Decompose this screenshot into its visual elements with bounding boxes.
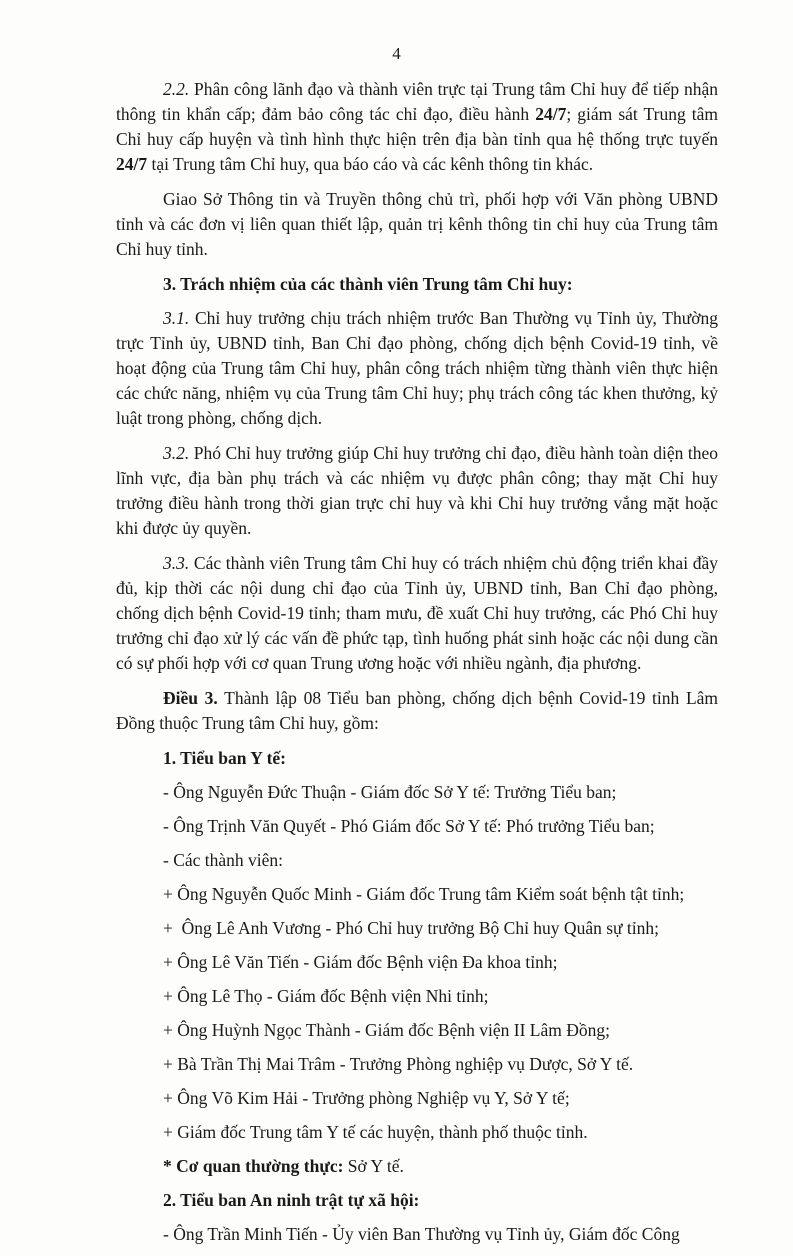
paragraph-number: 2.2.	[163, 79, 190, 99]
paragraph-assignment: Giao Sở Thông tin và Truyền thông chủ trì, phối hợp với Văn phòng UBND tỉnh và các đơn vị liên quan thiết lập, quản trị kênh thông tin chỉ huy của Trung tâm Chỉ huy tỉnh.	[116, 189, 718, 259]
standing-agency-label: * Cơ quan thường thực:	[163, 1156, 344, 1176]
member-line: - Ông Trần Minh Tiến - Ủy viên Ban Thường vụ Tỉnh ủy, Giám đốc Công	[163, 1224, 680, 1244]
standing-agency	[116, 1154, 718, 1179]
paragraph-text: tại Trung tâm Chỉ huy, qua báo cáo và các kênh thông tin khác.	[147, 154, 594, 174]
member-line: + Bà Trần Thị Mai Trâm - Trưởng Phòng nghiệp vụ Dược, Sở Y tế.	[163, 1054, 634, 1074]
paragraph-3-2	[116, 441, 718, 541]
member-line: - Ông Nguyễn Đức Thuận - Giám đốc Sở Y tế: Trưởng Tiểu ban;	[163, 782, 617, 802]
member-line: + Giám đốc Trung tâm Y tế các huyện, thành phố thuộc tỉnh.	[163, 1122, 588, 1142]
paragraph-text: Phó Chỉ huy trưởng giúp Chỉ huy trưởng chỉ đạo, điều hành toàn diện theo lĩnh vực, địa bàn phụ trách và các nhiệm vụ được phân công; thay mặt Chỉ huy trưởng điều hành trong thời gian trực chỉ huy và khi Chỉ huy trưởng vắng mặt hoặc khi được ủy quyền.	[116, 443, 718, 538]
page-number: 4	[392, 44, 401, 63]
paragraph-text: Các thành viên Trung tâm Chỉ huy có trách nhiệm chủ động triển khai đầy đủ, kịp thời các nội dung chỉ đạo của Tỉnh ủy, UBND tỉnh, Ban Chỉ đạo phòng, chống dịch bệnh Covid-19 tỉnh; tham mưu, đề xuất Chỉ huy trưởng, các Phó Chỉ huy trưởng chỉ đạo xử lý các vấn đề phức tạp, tình huống phát sinh hoặc các nội dung cần có sự phối hợp với cơ quan Trung ương hoặc với nhiều ngành, địa phương.	[116, 553, 718, 673]
member-line: + Ông Lê Văn Tiến - Giám đốc Bệnh viện Đa khoa tỉnh;	[163, 952, 558, 972]
paragraph-text: Chỉ huy trưởng chịu trách nhiệm trước Ban Thường vụ Tỉnh ủy, Thường trực Tỉnh ủy, UBND tỉnh, Ban Chỉ đạo phòng, chống dịch bệnh Covid-19 tỉnh, về hoạt động của Trung tâm Chỉ huy, phân công trách nhiệm từng thành viên thực hiện các chức năng, nhiệm vụ của Trung tâm Chỉ huy; phụ trách công tác khen thưởng, kỷ luật trong phòng, chống dịch.	[116, 308, 718, 428]
member-line: - Ông Trịnh Văn Quyết - Phó Giám đốc Sở Y tế: Phó trưởng Tiểu ban;	[163, 816, 655, 836]
member-line: + Ông Lê Anh Vương - Phó Chỉ huy trưởng Bộ Chỉ huy Quân sự tỉnh;	[163, 918, 659, 938]
document-body	[116, 77, 718, 1256]
member-line: + Ông Lê Thọ - Giám đốc Bệnh viện Nhi tỉnh;	[163, 986, 489, 1006]
subcommittee-1-heading: 1. Tiểu ban Y tế:	[163, 748, 287, 768]
standing-agency-value: Sở Y tế.	[343, 1156, 404, 1176]
article-3	[116, 686, 718, 736]
subcommittee-1-members	[116, 780, 718, 1145]
paragraph-2-2	[116, 77, 718, 177]
paragraph-number: 3.2.	[163, 443, 190, 463]
article-text: Thành lập 08 Tiểu ban phòng, chống dịch bệnh Covid-19 tỉnh Lâm Đồng thuộc Trung tâm Chỉ huy, gồm:	[116, 688, 719, 733]
article-label: Điều 3.	[163, 688, 218, 708]
paragraph-3-1	[116, 306, 718, 431]
bold-term: 24/7	[116, 154, 148, 174]
member-line: + Ông Võ Kim Hải - Trưởng phòng Nghiệp vụ Y, Sở Y tế;	[163, 1088, 570, 1108]
member-line: - Các thành viên:	[163, 850, 284, 870]
subcommittee-2-heading: 2. Tiểu ban An ninh trật tự xã hội:	[163, 1190, 420, 1210]
section-heading-3: 3. Trách nhiệm của các thành viên Trung tâm Chỉ huy:	[163, 274, 573, 294]
member-line: + Ông Huỳnh Ngọc Thành - Giám đốc Bệnh viện II Lâm Đồng;	[163, 1020, 610, 1040]
paragraph-number: 3.1.	[163, 308, 190, 328]
bold-term: 24/7	[535, 104, 567, 124]
paragraph-3-3	[116, 551, 718, 676]
paragraph-number: 3.3.	[163, 553, 190, 573]
paragraph-text: ; giám sát Trung tâm Chỉ huy cấp huyện và tình hình thực hiện trên địa bàn tỉnh qua hệ thống trực tuyến	[116, 104, 718, 149]
paragraph-text: Phân công lãnh đạo và thành viên trực tại Trung tâm Chỉ huy để tiếp nhận thông tin khẩn cấp; đảm bảo công tác chỉ đạo, điều hành	[116, 79, 718, 124]
member-line: + Ông Nguyễn Quốc Minh - Giám đốc Trung tâm Kiểm soát bệnh tật tỉnh;	[163, 884, 685, 904]
